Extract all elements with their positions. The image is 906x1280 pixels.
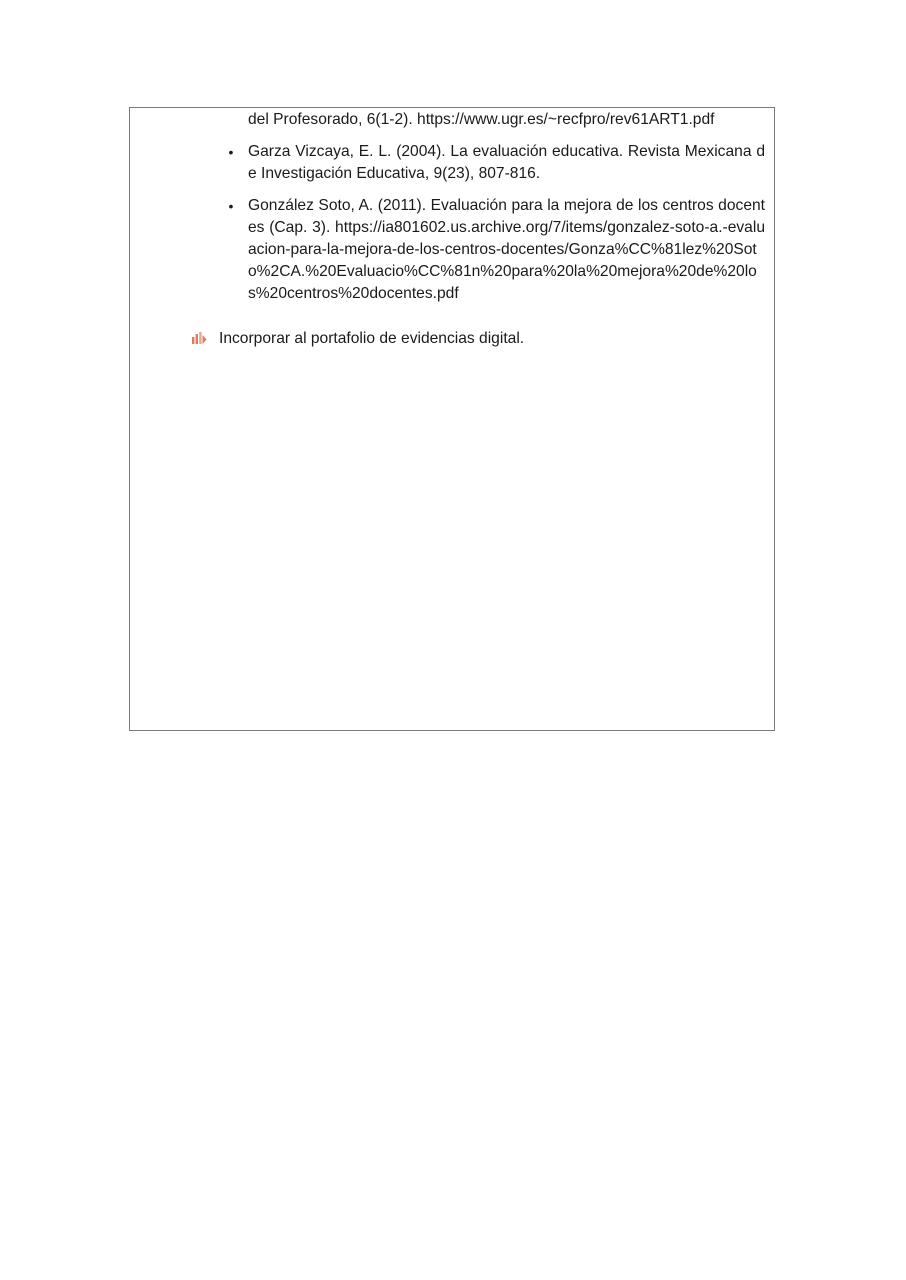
reference-text: González Soto, A. (2011). Evaluación para la mejora de los centros docentes (Cap. 3). https://ia801602.us.archive.org/7/items/gonzalez-soto-a.-evaluacion-para-la-mejora-de-los-centros-docentes/Gonza%CC%81lez%20Soto%2CA.%20Evaluacio%CC%81n%20para%20la%20mejora%20de%20los%20centros%20docentes.pdf <box>248 197 765 302</box>
reference-continuation: del Profesorado, 6(1-2). https://www.ugr.es/~recfpro/rev61ART1.pdf <box>248 111 715 128</box>
task-instruction <box>191 328 751 350</box>
reference-item <box>228 195 765 305</box>
task-arrow-icon <box>191 331 207 347</box>
bullet-icon: • <box>228 144 234 160</box>
reference-list <box>228 141 765 315</box>
reference-item <box>228 141 765 185</box>
reference-text: Garza Vizcaya, E. L. (2004). La evaluación educativa. Revista Mexicana de Investigación Educativa, 9(23), 807-816. <box>248 143 765 182</box>
task-text: Incorporar al portafolio de evidencias digital. <box>219 330 525 347</box>
bullet-icon: • <box>228 198 234 214</box>
